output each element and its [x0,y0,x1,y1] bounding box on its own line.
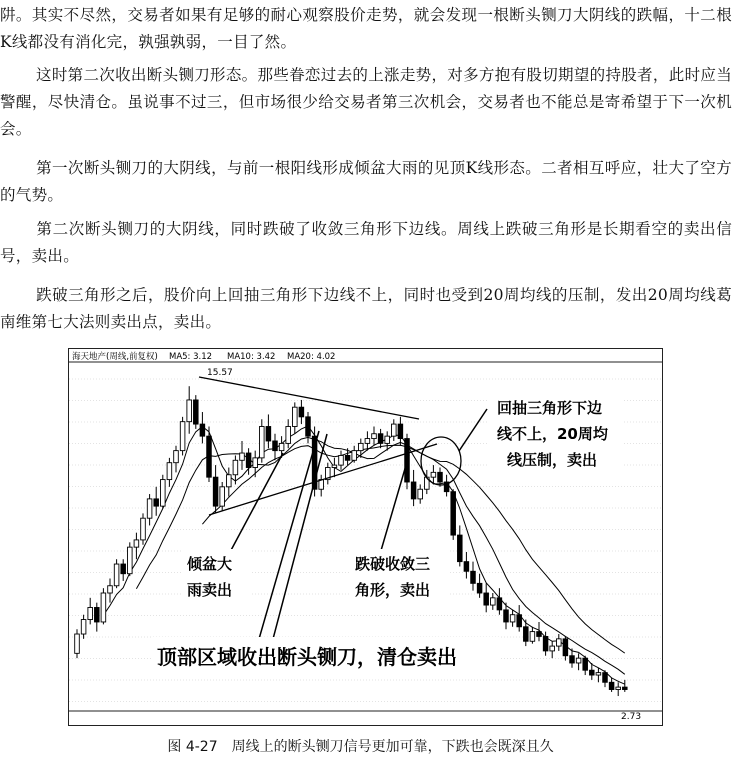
figure-caption-text: 周线上的断头铡刀信号更加可靠，下跌也会既深且久 [231,739,554,755]
candle-body [299,407,304,417]
candlestick-chart [69,349,662,725]
candle-body [372,434,377,439]
candle-up [174,446,179,473]
candle-body [609,682,614,689]
candle-body [266,427,271,441]
candle-body [187,400,192,422]
candle-body [286,427,291,444]
candle-body [134,540,139,547]
candle-body [108,586,113,593]
ma5-readout: MA5: 3.12 [169,352,213,362]
paragraph-4: 第二次断头铡刀的大阴线，同时跌破了收敛三角形下边线。周线上跌破三角形是长期看空的卖出信号，卖出。 [0,220,732,265]
candle-body [141,518,146,540]
candle-down [603,670,608,687]
low-price-label: 2.73 [621,712,642,722]
candle-body [550,646,555,651]
candle-body [530,632,535,642]
candle-body [623,687,628,689]
candle-up [392,419,397,441]
candle-body [517,615,522,627]
candle-body [537,632,542,637]
candle-body [128,547,133,574]
candle-body [504,610,509,622]
candle-down [266,414,271,448]
candle-body [240,453,245,460]
pullback-annotation-2: 线不上，20周均 [497,425,608,443]
candle-up [260,419,265,462]
candle-body [220,487,225,506]
candle-up [101,588,106,624]
candle-body [510,615,515,622]
candle-up [75,629,80,658]
candle-down [497,588,502,615]
candle-body [306,417,311,436]
candle-body [293,407,298,426]
candle-up [352,446,357,463]
candle-up [81,615,86,639]
candle-body [345,455,350,460]
candle-up [108,579,113,603]
candle-body [411,482,416,499]
candle-up [141,513,146,544]
paragraph-5: 跌破三角形之后，股价向上回抽三角形下边线不上，同时也受到20周均线的压制，发出20周均线葛南维第七大法则卖出点，卖出。 [0,286,732,331]
figure-caption [0,736,735,756]
candle-body [484,593,489,605]
candle-down [95,603,100,632]
candle-down [154,487,159,516]
candle-body [616,687,621,689]
candle-body [431,472,436,477]
candle-down [458,525,463,566]
candle-body [260,427,265,458]
candle-up [167,458,172,487]
candle-down [306,412,311,443]
candle-down [537,622,542,641]
candle-body [458,535,463,562]
candle-up [372,427,377,446]
candle-up [134,533,139,560]
candle-body [385,436,390,443]
ma20-readout: MA20: 4.02 [287,352,336,362]
main-annotation: 顶部区域收出断头铡刀，清仓卖出 [157,645,457,669]
chart-title: 海天地产(周线,前复权) [72,352,158,362]
candle-down [398,417,403,446]
candle-up [293,402,298,433]
candle-up [161,475,166,509]
candle-body [227,475,232,487]
pullback-annotation-1: 回抽三角形下边 [497,399,603,417]
candle-body [576,658,581,663]
candle-body [246,453,251,467]
candle-body [398,424,403,438]
figure-number: 图 4-27 [167,739,218,755]
candle-up [147,494,152,525]
candle-body [147,499,152,518]
candle-body [279,443,284,450]
candle-body [114,564,119,586]
candle-up [187,386,192,434]
candle-body [352,451,357,461]
candle-body [596,673,601,675]
candle-down [121,559,126,581]
candle-body [570,656,575,663]
candle-body [213,477,218,506]
candle-down [517,605,522,632]
candle-body [75,634,80,653]
candle-up [425,470,430,494]
candle-down [444,475,449,497]
candle-up [339,451,344,470]
candle-up [286,419,291,448]
candle-down [299,400,304,424]
candle-down [609,677,614,691]
paragraph-3: 第一次断头铡刀的大阴线，与前一根阳线形成倾盆大雨的见顶K线形态。二者相互呼应，壮大了空方的气势。 [0,159,732,204]
paragraph-1: 阱。其实不尽然，交易者如果有足够的耐心观察股价走势，就会发现一根断头铡刀大阴线的跌幅，十二根K线都没有消化完，孰强孰弱，一目了然。 [0,6,732,51]
candle-body [253,458,258,468]
breakdown-annotation-2: 角形，卖出 [355,581,431,599]
candle-down [484,583,489,612]
candle-body [557,639,562,646]
candle-body [524,627,529,641]
candle-up [557,634,562,651]
candle-body [81,620,86,634]
candle-down [378,429,383,448]
candle-up [253,451,258,478]
candle-up [326,463,331,485]
candle-down [411,470,416,506]
candle-down [623,680,628,692]
candle-down [563,636,568,660]
candle-body [273,441,278,451]
candle-body [339,455,344,465]
candle-body [438,472,443,482]
candle-body [497,598,502,610]
candle-body [207,436,212,477]
candle-body [167,463,172,480]
candle-down [464,552,469,579]
candle-down [583,656,588,675]
candle-body [121,564,126,574]
candle-body [194,400,199,424]
candle-up [418,484,423,503]
candle-body [590,670,595,675]
triangle-upper-line [199,377,419,419]
candle-body [233,460,238,474]
candle-up [240,441,245,470]
ma10-readout: MA10: 3.42 [227,352,276,362]
candle-up [550,641,555,658]
candle-up [431,465,436,484]
breakdown-arrow [380,455,409,554]
candle-body [563,639,568,656]
candle-down [273,434,278,461]
candle-body [95,607,100,621]
candle-up [365,431,370,450]
candle-up [385,431,390,450]
downpour-annotation-1: 倾盆大 [187,555,233,573]
candle-body [392,424,397,436]
candle-body [451,492,456,535]
candlestick-figure [68,348,663,726]
candle-body [583,658,588,670]
paragraph-2: 这时第二次收出断头铡刀形态。那些眷恋过去的上涨走势，对多方抱有股切期望的持股者，此时应当警醒，尽快清仓。虽说事不过三，但市场很少给交易者第三次机会，交易者也不能总是寄希望于下一次机会。 [0,66,732,138]
candle-body [464,562,469,572]
candle-up [180,417,185,456]
candle-body [603,673,608,683]
pullback-annotation-3: 线压制，卖出 [507,451,598,469]
high-price-label: 15.57 [207,368,233,378]
candle-up [319,475,324,497]
breakdown-annotation-1: 跌破收敛三 [355,555,431,573]
candle-body [174,451,179,463]
pullback-arrow [459,409,487,451]
candle-body [378,434,383,444]
candle-up [530,627,535,644]
candle-body [161,480,166,507]
candle-up [114,559,119,588]
candle-down [194,395,199,429]
candle-body [200,424,205,436]
candle-down [451,489,456,540]
candle-body [471,571,476,583]
candle-body [180,422,185,451]
downpour-annotation-2: 雨卖出 [187,581,233,599]
candle-body [101,593,106,622]
candle-up [332,458,337,477]
candle-up [491,593,496,610]
candle-up [576,653,581,670]
candle-down [200,412,205,443]
candle-body [88,607,93,619]
candle-down [213,465,218,513]
candle-body [332,465,337,467]
candle-body [359,443,364,450]
candle-body [365,439,370,444]
candle-body [477,583,482,593]
candle-body [491,598,496,605]
candle-body [543,636,548,650]
candle-down [471,562,476,591]
candle-up [227,468,232,497]
candle-body [418,489,423,499]
candle-body [154,499,159,506]
candle-up [88,598,93,625]
candle-up [128,542,133,576]
candle-up [510,610,515,627]
candle-up [616,682,621,696]
